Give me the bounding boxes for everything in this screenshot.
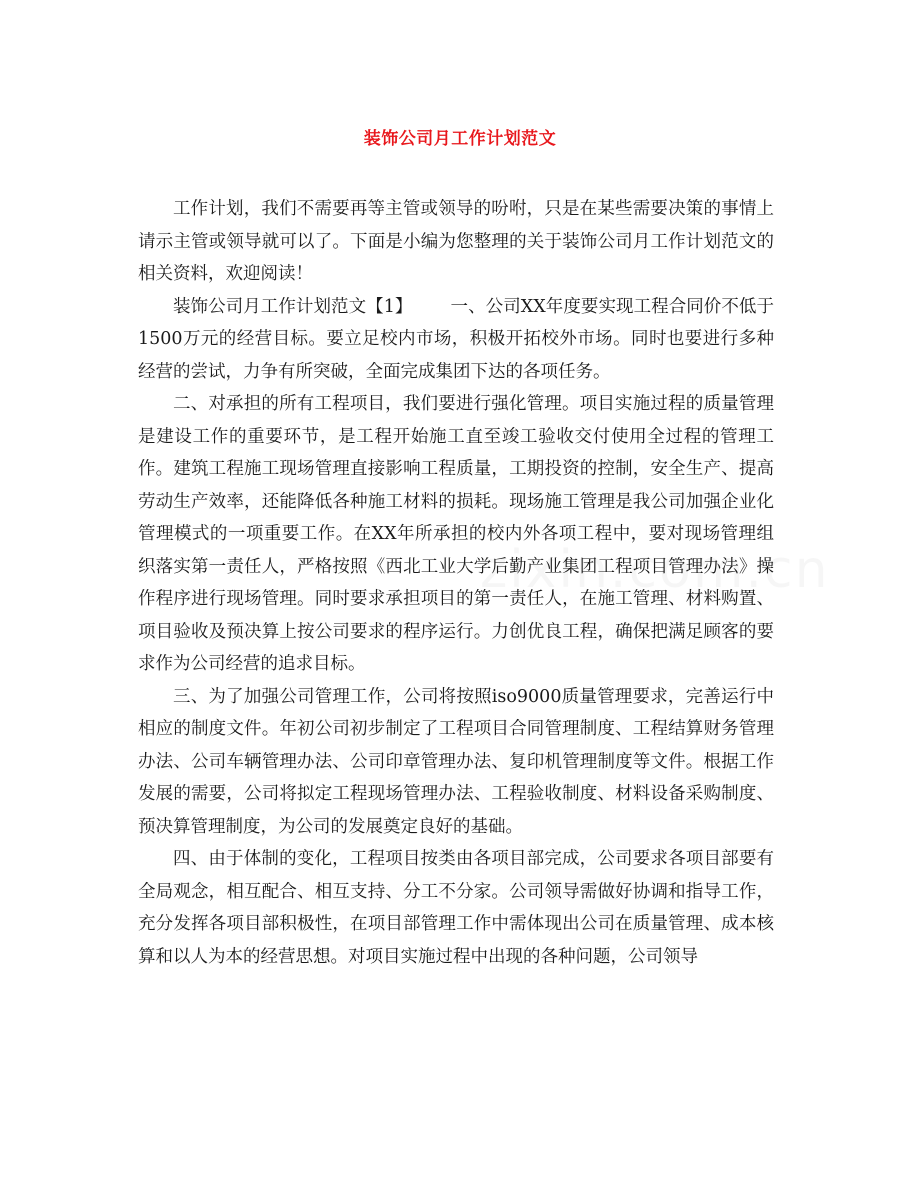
paragraph-1: 一、公司XX年度要实现工程合同价不低于1500万元的经营目标。要立足校内市场，积极开拓校外市场。同时也要进行多种经营的尝试，力争有所突破，全面完成集团下达的各项任务。 [138, 296, 774, 382]
section-1-paragraph [138, 291, 774, 389]
paragraph-2: 二、对承担的所有工程项目，我们要进行强化管理。项目实施过程的质量管理是建设工作的重要环节，是工程开始施工直至竣工验收交付使用全过程的管理工作。建筑工程施工现场管理直接影响工程质量，工期投资的控制，安全生产、提高劳动生产效率，还能降低各种施工材料的损耗。现场施工管理是我公司加强企业化管理模式的一项重要工作。在XX年所承担的校内外各项工程中，要对现场管理组织落实第一责任人，严格按照《西北工业大学后勤产业集团工程项目管理办法》操作程序进行现场管理。同时要求承担项目的第一责任人，在施工管理、材料购置、项目验收及预决算上按公司要求的程序运行。力创优良工程，确保把满足顾客的要求作为公司经营的追求目标。 [138, 394, 774, 674]
section-heading: 装饰公司月工作计划范文【1】 [173, 296, 413, 317]
paragraph-4: 四、由于体制的变化，工程项目按类由各项目部完成，公司要求各项目部要有全局观念，相互配合、相互支持、分工不分家。公司领导需做好协调和指导工作，充分发挥各项目部积极性，在项目部管理工作中需体现出公司在质量管理、成本核算和以人为本的经营思想。对项目实施过程中出现的各种问题，公司领导 [138, 849, 774, 967]
paragraph-3: 三、为了加强公司管理工作，公司将按照iso9000质量管理要求，完善运行中相应的制度文件。年初公司初步制定了工程项目合同管理制度、工程结算财务管理办法、公司车辆管理办法、公司印章管理办法、复印机管理制度等文件。根据工作发展的需要，公司将拟定工程现场管理办法、工程验收制度、材料设备采购制度、预决算管理制度，为公司的发展奠定良好的基础。 [138, 686, 774, 837]
document-body [138, 193, 774, 973]
intro-paragraph: 工作计划，我们不需要再等主管或领导的吩咐，只是在某些需要决策的事情上请示主管或领导就可以了。下面是小编为您整理的关于装饰公司月工作计划范文的相关资料，欢迎阅读！ [138, 199, 774, 284]
document-title: 装饰公司月工作计划范文 [363, 129, 557, 149]
